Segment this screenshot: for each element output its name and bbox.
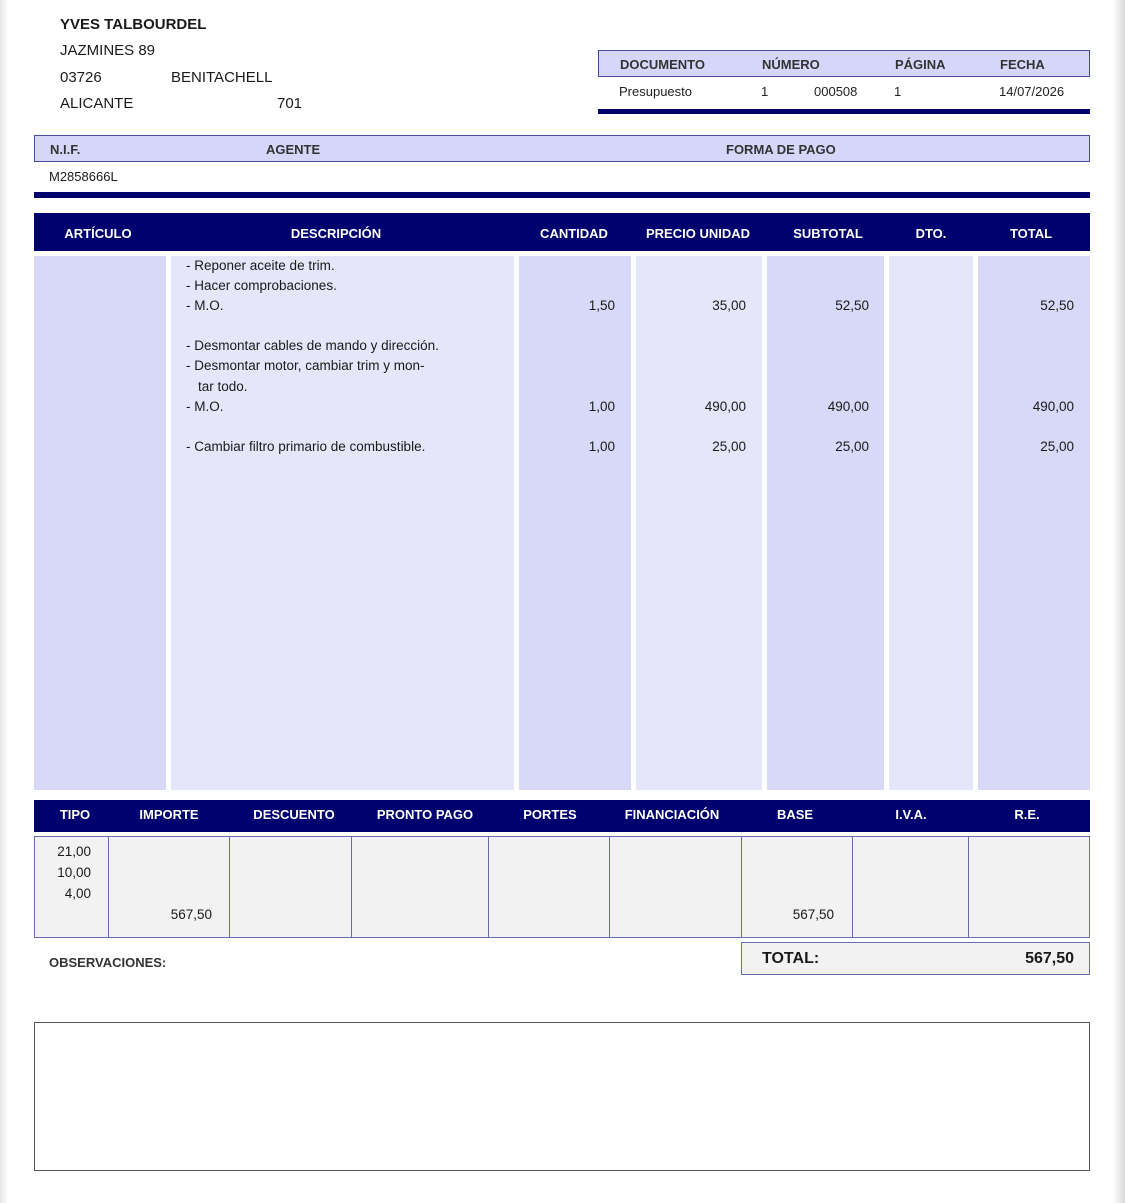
totals-table-body	[34, 836, 1090, 938]
column-dto	[889, 256, 973, 790]
column-divider	[609, 837, 610, 937]
document-info-header	[598, 50, 1090, 77]
header-fecha: FECHA	[1000, 57, 1045, 72]
description-line: - Desmontar cables de mando y dirección.	[186, 338, 439, 353]
nif-header	[34, 135, 1090, 162]
document-number: 000508	[814, 84, 858, 99]
base-value: 567,50	[792, 907, 834, 922]
header-iva: I.V.A.	[895, 807, 927, 822]
page-edge-left	[0, 0, 8, 1203]
header-financiacion: FINANCIACIÓN	[624, 807, 720, 822]
header-descripcion: DESCRIPCIÓN	[290, 226, 382, 241]
header-importe: IMPORTE	[139, 807, 199, 822]
document-series: 1	[761, 84, 769, 99]
document-info-values	[598, 77, 1090, 109]
header-portes: PORTES	[523, 807, 577, 822]
document-type: Presupuesto	[619, 84, 692, 99]
row-precio: 490,00	[704, 399, 746, 414]
column-divider	[852, 837, 853, 937]
tipo-value: 4,00	[64, 886, 91, 901]
description-line: - M.O.	[186, 399, 224, 414]
client-province: ALICANTE	[60, 95, 134, 112]
column-cantidad	[519, 256, 631, 790]
header-subtotal: SUBTOTAL	[793, 226, 863, 241]
column-total	[978, 256, 1090, 790]
column-divider	[488, 837, 489, 937]
header-tipo: TIPO	[59, 807, 91, 822]
row-cantidad: 1,00	[588, 439, 615, 454]
column-subtotal	[767, 256, 884, 790]
page-edge-right	[1113, 0, 1125, 1203]
totals-table-header	[34, 800, 1090, 832]
row-precio: 25,00	[712, 439, 746, 454]
row-cantidad: 1,50	[588, 298, 615, 313]
client-code: 701	[277, 95, 303, 112]
header-dto: DTO.	[915, 226, 947, 241]
header-numero: NÚMERO	[762, 57, 820, 72]
items-table-header	[34, 213, 1090, 251]
row-total: 25,00	[1040, 439, 1074, 454]
column-articulo	[34, 256, 166, 790]
document-info-bar	[598, 109, 1090, 114]
client-postal-code: 03726	[60, 69, 102, 86]
column-divider	[741, 837, 742, 937]
column-descripcion	[171, 256, 514, 790]
document-info-box	[598, 50, 1090, 114]
client-city: BENITACHELL	[171, 69, 273, 86]
header-nif: N.I.F.	[50, 142, 81, 157]
row-cantidad: 1,00	[588, 399, 615, 414]
row-subtotal: 25,00	[835, 439, 869, 454]
header-forma-de-pago: FORMA DE PAGO	[726, 142, 836, 157]
importe-value: 567,50	[170, 907, 212, 922]
row-subtotal: 52,50	[835, 298, 869, 313]
description-line: - Reponer aceite de trim.	[186, 258, 335, 273]
grand-total-label: TOTAL:	[762, 950, 820, 967]
nif-bar	[34, 192, 1090, 198]
description-line: - M.O.	[186, 298, 224, 313]
client-street: JAZMINES 89	[60, 42, 156, 59]
header-agente: AGENTE	[266, 142, 321, 157]
header-cantidad: CANTIDAD	[540, 226, 608, 241]
header-total: TOTAL	[1009, 226, 1053, 241]
header-precio-unidad: PRECIO UNIDAD	[645, 226, 751, 241]
document-page: 1	[894, 84, 902, 99]
row-total: 52,50	[1040, 298, 1074, 313]
description-line: tar todo.	[198, 379, 248, 394]
header-pagina: PÁGINA	[895, 57, 946, 72]
tipo-value: 21,00	[57, 844, 91, 859]
client-name: YVES TALBOURDEL	[60, 16, 207, 33]
grand-total-value: 567,50	[1025, 950, 1074, 967]
row-total: 490,00	[1032, 399, 1074, 414]
column-divider	[351, 837, 352, 937]
description-line: - Desmontar motor, cambiar trim y mon-	[186, 358, 425, 373]
column-divider	[108, 837, 109, 937]
description-line: - Cambiar filtro primario de combustible.	[186, 439, 426, 454]
column-divider	[229, 837, 230, 937]
header-articulo: ARTÍCULO	[64, 226, 132, 241]
header-base: BASE	[776, 807, 814, 822]
header-re: R.E.	[1014, 807, 1040, 822]
observaciones-box	[34, 1022, 1090, 1171]
row-precio: 35,00	[712, 298, 746, 313]
column-divider	[968, 837, 969, 937]
header-pronto-pago: PRONTO PAGO	[376, 807, 474, 822]
grand-total-box	[741, 942, 1090, 975]
document-date: 14/07/2026	[999, 84, 1065, 99]
row-subtotal: 490,00	[827, 399, 869, 414]
header-documento: DOCUMENTO	[620, 57, 705, 72]
observaciones-label: OBSERVACIONES:	[49, 955, 167, 970]
description-line: - Hacer comprobaciones.	[186, 278, 337, 293]
tipo-value: 10,00	[57, 865, 91, 880]
header-descuento: DESCUENTO	[253, 807, 335, 822]
nif-value: M2858666L	[49, 169, 118, 184]
column-precio-unidad	[636, 256, 762, 790]
